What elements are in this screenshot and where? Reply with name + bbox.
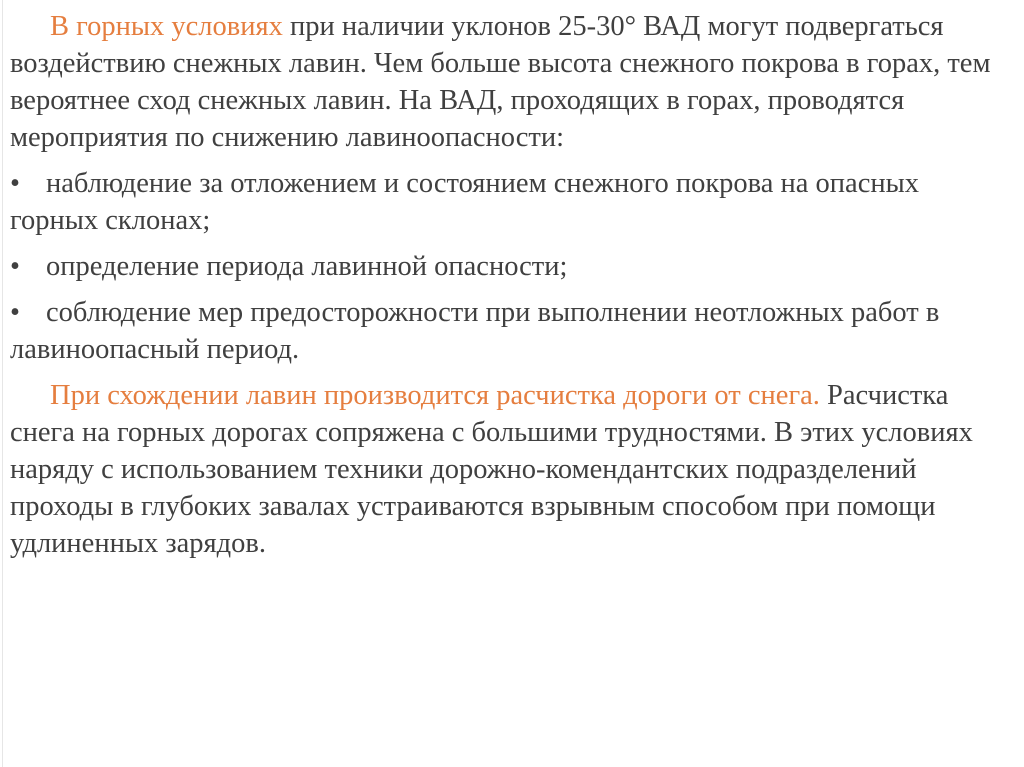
bullet-mark: • — [10, 251, 20, 282]
paragraph-intro — [10, 8, 1010, 156]
accent-phrase-clearing: При схождении лавин производится расчистка дороги от снега. — [50, 380, 820, 411]
paragraph-clearing-text: Расчистка снега на горных дорогах сопряжена с большими трудностями. В этих условиях наряду с использованием техники дорожно-комендантских подразделений проходы в глубоких завалах устраиваются взрывным способом при помощи удлиненных зарядов. — [10, 380, 973, 559]
slide-border — [2, 0, 3, 767]
bullet-text: определение периода лавинной опасности; — [46, 251, 568, 282]
bullet-item-observation — [10, 165, 1010, 239]
bullet-mark: • — [10, 168, 20, 199]
accent-phrase-mountain: В горных условиях — [50, 11, 283, 42]
bullet-item-precautions — [10, 294, 1010, 368]
paragraph-clearing — [10, 377, 1010, 562]
bullet-text: соблюдение мер предосторожности при выполнении неотложных работ в лавиноопасный период. — [10, 297, 940, 365]
bullet-item-period — [10, 248, 1010, 285]
bullet-mark: • — [10, 297, 20, 328]
bullet-text: наблюдение за отложением и состоянием снежного покрова на опасных горных склонах; — [10, 168, 920, 236]
paragraph-intro-text: при наличии уклонов 25-30° ВАД могут подвергаться воздействию снежных лавин. Чем больше высота снежного покрова в горах, тем вероятнее сход снежных лавин. На ВАД, проходящих в горах, проводятся мероприятия по снижению лавиноопасности: — [10, 11, 991, 153]
text-body — [10, 8, 1010, 562]
